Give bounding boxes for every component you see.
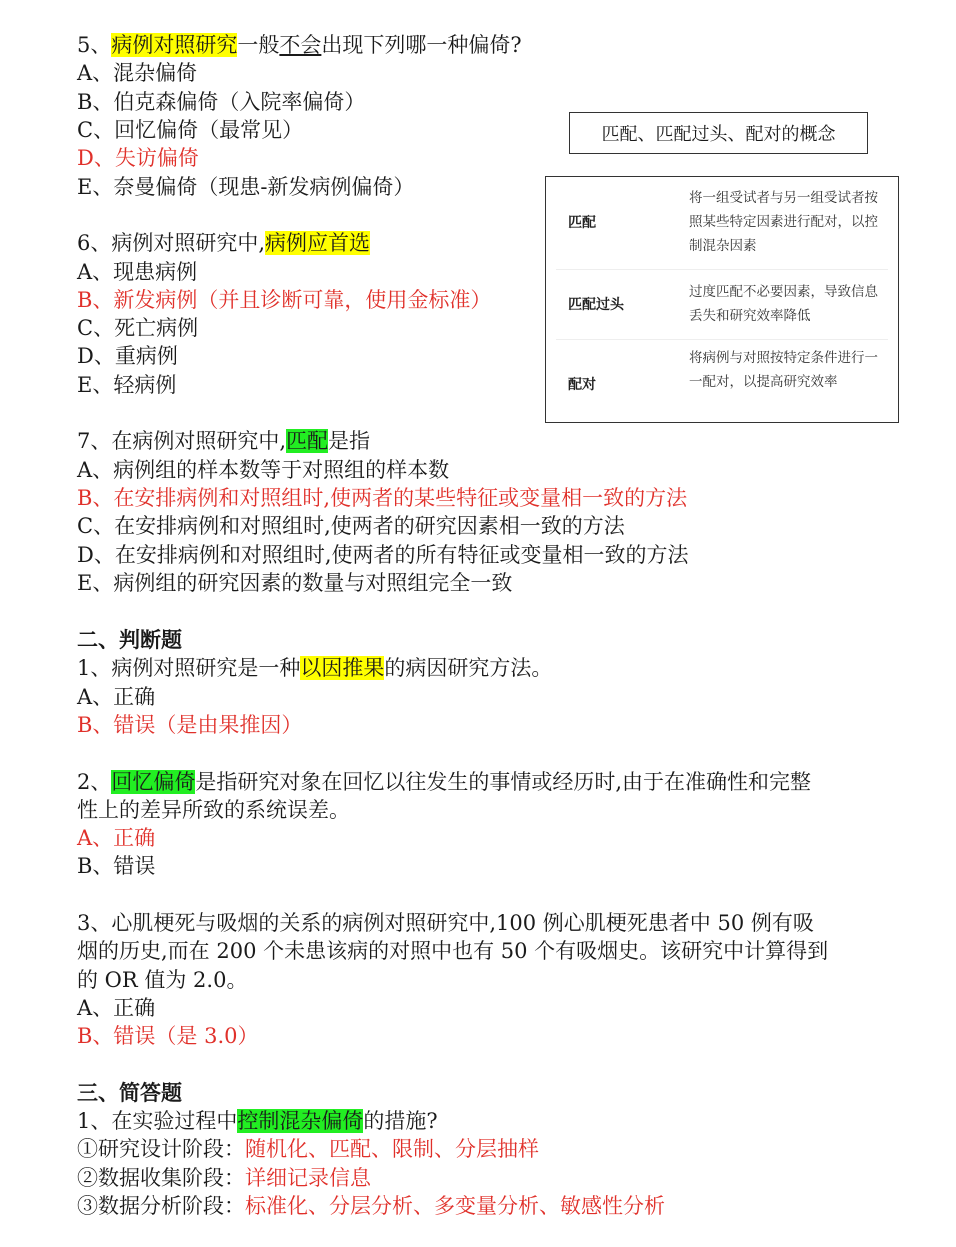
j3-option-a: A、正确 <box>77 996 156 1020</box>
q6-option-e: E、轻病例 <box>77 373 177 397</box>
q7-stem <box>77 427 370 455</box>
j2-stem-line2: 性上的差异所致的系统误差。 <box>77 798 350 822</box>
concept-row-pairing <box>546 340 898 422</box>
q7-option-c: C、在安排病例和对照组时,使两者的研究因素相一致的方法 <box>77 514 625 538</box>
stage-analysis <box>77 1192 665 1220</box>
j2-stem-end: 是指研究对象在回忆以往发生的事情或经历时,由于在准确性和完整 <box>195 770 812 794</box>
s1-highlight: 控制混杂偏倚 <box>237 1109 364 1133</box>
j3-stem-line1: 3、心肌梗死与吸烟的关系的病例对照研究中,100 例心肌梗死患者中 50 例有吸 <box>77 911 814 935</box>
section-3-heading: 三、简答题 <box>77 1080 182 1105</box>
s1-stem-end: 的措施? <box>363 1109 438 1133</box>
q6-option-b-answer: B、新发病例（并且诊断可靠，使用金标准） <box>77 288 492 312</box>
stage-label: ③数据分析阶段： <box>77 1194 245 1218</box>
stage-collection <box>77 1164 371 1192</box>
j1-option-b-answer: B、错误（是由果推因） <box>77 713 303 737</box>
q7-option-a: A、病例组的样本数等于对照组的样本数 <box>77 458 450 482</box>
q6-option-d: D、重病例 <box>77 344 178 368</box>
concept-row-matching <box>546 177 898 269</box>
j3-stem-line3: 的 OR 值为 2.0。 <box>77 968 248 992</box>
q7-option-b-answer: B、在安排病例和对照组时,使两者的某些特征或变量相一致的方法 <box>77 486 688 510</box>
concept-definition: 过度匹配不必要因素，导致信息丢失和研究效率降低 <box>689 284 878 324</box>
q7-option-d: D、在安排病例和对照组时,使两者的所有特征或变量相一致的方法 <box>77 543 689 567</box>
j3-option-b-answer: B、错误（是 3.0） <box>77 1024 259 1048</box>
s1-stem-pre: 1、在实验过程中 <box>77 1109 238 1133</box>
j1-stem <box>77 654 552 682</box>
j1-stem-pre: 1、病例对照研究是一种 <box>77 656 301 680</box>
j3-stem-line2: 烟的历史,而在 200 个未患该病的对照中也有 50 个有吸烟史。该研究中计算得到 <box>77 939 829 963</box>
stage-label: ①研究设计阶段： <box>77 1137 245 1161</box>
q5-stem <box>77 31 522 59</box>
stage-label: ②数据收集阶段： <box>77 1166 245 1190</box>
concept-term: 配对 <box>568 377 596 393</box>
stage-design <box>77 1135 539 1163</box>
concept-term: 匹配过头 <box>568 297 624 313</box>
concept-definition: 将病例与对照按特定条件进行一一配对，以提高研究效率 <box>689 350 878 390</box>
q5-option-b: B、伯克森偏倚（入院率偏倚） <box>77 90 366 114</box>
stage-answer: 随机化、匹配、限制、分层抽样 <box>245 1137 539 1161</box>
j2-number: 2、 <box>77 770 112 794</box>
q5-option-a: A、混杂偏倚 <box>77 61 198 85</box>
j2-stem <box>77 768 811 796</box>
concept-term: 匹配 <box>568 215 596 231</box>
j2-option-a-answer: A、正确 <box>77 826 156 850</box>
q5-underlined: 不会 <box>279 33 322 57</box>
concept-row-overmatching <box>546 270 898 339</box>
section-2-heading: 二、判断题 <box>77 627 182 652</box>
q6-stem <box>77 229 370 257</box>
q5-stem-end: 出现下列哪一种偏倚? <box>321 33 522 57</box>
j1-highlight: 以因推果 <box>300 656 385 680</box>
q6-highlight: 病例应首选 <box>265 231 371 255</box>
q7-stem-end: 是指 <box>328 429 371 453</box>
concept-definition: 将一组受试者与另一组受试者按照某些特定因素进行配对，以控制混杂因素 <box>689 190 878 254</box>
q6-option-c: C、死亡病例 <box>77 316 199 340</box>
q7-stem-pre: 7、在病例对照研究中, <box>77 429 287 453</box>
j2-highlight: 回忆偏倚 <box>111 770 196 794</box>
q6-option-a: A、现患病例 <box>77 260 198 284</box>
q5-highlight: 病例对照研究 <box>111 33 238 57</box>
q5-option-d-answer: D、失访偏倚 <box>77 146 199 170</box>
j2-option-b: B、错误 <box>77 854 156 878</box>
j1-stem-end: 的病因研究方法。 <box>384 656 553 680</box>
q6-stem-pre: 6、病例对照研究中, <box>77 231 266 255</box>
q5-number: 5、 <box>77 33 112 57</box>
stage-answer: 标准化、分层分析、多变量分析、敏感性分析 <box>245 1194 665 1218</box>
q5-stem-mid: 一般 <box>237 33 280 57</box>
s1-stem <box>77 1107 438 1135</box>
stage-answer: 详细记录信息 <box>245 1166 371 1190</box>
q7-highlight: 匹配 <box>286 429 329 453</box>
q5-option-c: C、回忆偏倚（最常见） <box>77 118 304 142</box>
j1-option-a: A、正确 <box>77 685 156 709</box>
concept-table <box>545 176 899 423</box>
q5-option-e: E、奈曼偏倚（现患-新发病例偏倚） <box>77 175 415 199</box>
concept-box-title: 匹配、匹配过头、配对的概念 <box>569 112 868 154</box>
q7-option-e: E、病例组的研究因素的数量与对照组完全一致 <box>77 571 513 595</box>
